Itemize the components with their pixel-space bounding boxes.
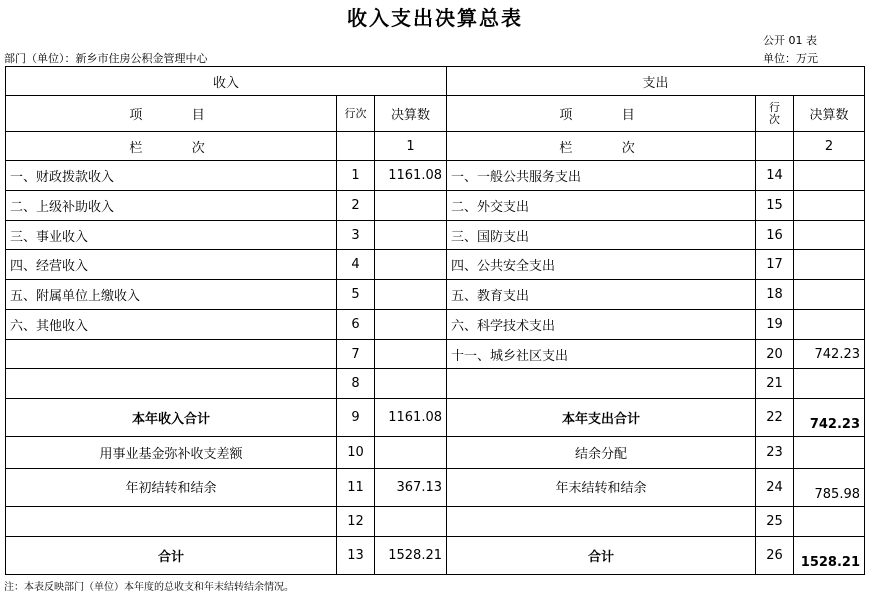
income-item <box>6 369 337 399</box>
expense-item: 合计 <box>447 537 756 575</box>
expense-item: 结余分配 <box>447 437 756 469</box>
income-amount <box>375 191 447 221</box>
expense-item <box>447 507 756 537</box>
income-amount <box>375 310 447 340</box>
income-column-label: 栏 次 <box>6 132 337 161</box>
expense-column-label: 栏 次 <box>447 132 756 161</box>
report-title: 收入支出决算总表 <box>347 6 523 30</box>
expense-row-no: 26 <box>756 537 794 575</box>
income-item: 四、经营收入 <box>6 250 337 280</box>
empty-cell <box>337 132 375 161</box>
income-row-no: 11 <box>337 469 375 507</box>
income-amount <box>375 250 447 280</box>
income-row-no: 3 <box>337 221 375 250</box>
expense-row-no: 14 <box>756 161 794 191</box>
income-item: 一、财政拨款收入 <box>6 161 337 191</box>
expense-item: 六、科学技术支出 <box>447 310 756 340</box>
expense-row-no-header: 行 次 <box>756 96 794 132</box>
table-row <box>6 537 865 575</box>
expense-row-no: 18 <box>756 280 794 310</box>
table-row <box>6 399 865 437</box>
expense-row-no: 16 <box>756 221 794 250</box>
table-row <box>6 161 865 191</box>
summary-table <box>5 66 865 575</box>
income-row-no: 7 <box>337 340 375 369</box>
expense-amount <box>794 161 865 191</box>
income-item <box>6 340 337 369</box>
expense-row-no: 17 <box>756 250 794 280</box>
expense-item <box>447 369 756 399</box>
expense-item: 四、公共安全支出 <box>447 250 756 280</box>
column-number-row <box>6 132 865 161</box>
table-row <box>6 310 865 340</box>
income-item-header: 项 目 <box>6 96 337 132</box>
expense-row-no: 19 <box>756 310 794 340</box>
income-row-no: 1 <box>337 161 375 191</box>
income-amount <box>375 280 447 310</box>
expense-row-no: 22 <box>756 399 794 437</box>
department-label: 部门（单位）：新乡市住房公积金管理中心 <box>4 52 208 65</box>
expense-amount <box>794 280 865 310</box>
expense-item: 一、一般公共服务支出 <box>447 161 756 191</box>
income-item: 二、上级补助收入 <box>6 191 337 221</box>
income-item: 五、附属单位上缴收入 <box>6 280 337 310</box>
income-row-no: 12 <box>337 507 375 537</box>
income-amount: 1161.08 <box>375 399 447 437</box>
expense-amount <box>794 310 865 340</box>
expense-item: 本年支出合计 <box>447 399 756 437</box>
income-item: 三、事业收入 <box>6 221 337 250</box>
expense-amount <box>794 437 865 469</box>
expense-row-no: 25 <box>756 507 794 537</box>
income-amount: 367.13 <box>375 469 447 507</box>
expense-row-no: 24 <box>756 469 794 507</box>
income-amount-header: 决算数 <box>375 96 447 132</box>
expense-amount: 785.98 <box>794 469 865 507</box>
income-row-no: 6 <box>337 310 375 340</box>
table-row <box>6 250 865 280</box>
income-amount <box>375 507 447 537</box>
unit-label: 单位：万元 <box>763 52 818 65</box>
income-amount <box>375 340 447 369</box>
empty-cell <box>756 132 794 161</box>
table-row <box>6 191 865 221</box>
table-row <box>6 340 865 369</box>
income-row-no: 10 <box>337 437 375 469</box>
expense-amount <box>794 369 865 399</box>
income-row-no-header: 行次 <box>337 96 375 132</box>
income-item: 年初结转和结余 <box>6 469 337 507</box>
table-row <box>6 437 865 469</box>
expense-row-no: 20 <box>756 340 794 369</box>
expense-amount <box>794 221 865 250</box>
expense-item: 年末结转和结余 <box>447 469 756 507</box>
expense-amount: 742.23 <box>794 399 865 437</box>
expense-amount <box>794 507 865 537</box>
income-item: 合计 <box>6 537 337 575</box>
income-row-no: 9 <box>337 399 375 437</box>
income-row-no: 13 <box>337 537 375 575</box>
expense-item: 三、国防支出 <box>447 221 756 250</box>
income-item: 六、其他收入 <box>6 310 337 340</box>
income-amount <box>375 221 447 250</box>
table-row <box>6 280 865 310</box>
income-amount: 1528.21 <box>375 537 447 575</box>
expense-amount-header: 决算数 <box>794 96 865 132</box>
income-row-no: 8 <box>337 369 375 399</box>
expense-item: 十一、城乡社区支出 <box>447 340 756 369</box>
income-row-no: 5 <box>337 280 375 310</box>
expense-item-header: 项 目 <box>447 96 756 132</box>
expense-amount <box>794 191 865 221</box>
table-row <box>6 469 865 507</box>
expense-header: 支出 <box>447 67 865 96</box>
expense-row-no: 21 <box>756 369 794 399</box>
table-row <box>6 221 865 250</box>
table-row <box>6 369 865 399</box>
income-item <box>6 507 337 537</box>
income-row-no: 2 <box>337 191 375 221</box>
footnote: 注：本表反映部门（单位）本年度的总收支和年末结转结余情况。 <box>4 582 294 593</box>
section-header-row <box>6 67 865 96</box>
expense-item: 五、教育支出 <box>447 280 756 310</box>
expense-item: 二、外交支出 <box>447 191 756 221</box>
expense-amount: 742.23 <box>794 340 865 369</box>
income-amount <box>375 369 447 399</box>
expense-amount <box>794 250 865 280</box>
income-column-number: 1 <box>375 132 447 161</box>
form-number: 公开 01 表 <box>763 34 817 47</box>
expense-row-no: 23 <box>756 437 794 469</box>
income-amount <box>375 437 447 469</box>
income-amount: 1161.08 <box>375 161 447 191</box>
expense-row-no: 15 <box>756 191 794 221</box>
table-row <box>6 507 865 537</box>
expense-amount: 1528.21 <box>794 537 865 575</box>
income-item: 本年收入合计 <box>6 399 337 437</box>
expense-column-number: 2 <box>794 132 865 161</box>
income-row-no: 4 <box>337 250 375 280</box>
income-header: 收入 <box>6 67 447 96</box>
column-header-row <box>6 96 865 132</box>
income-item: 用事业基金弥补收支差额 <box>6 437 337 469</box>
